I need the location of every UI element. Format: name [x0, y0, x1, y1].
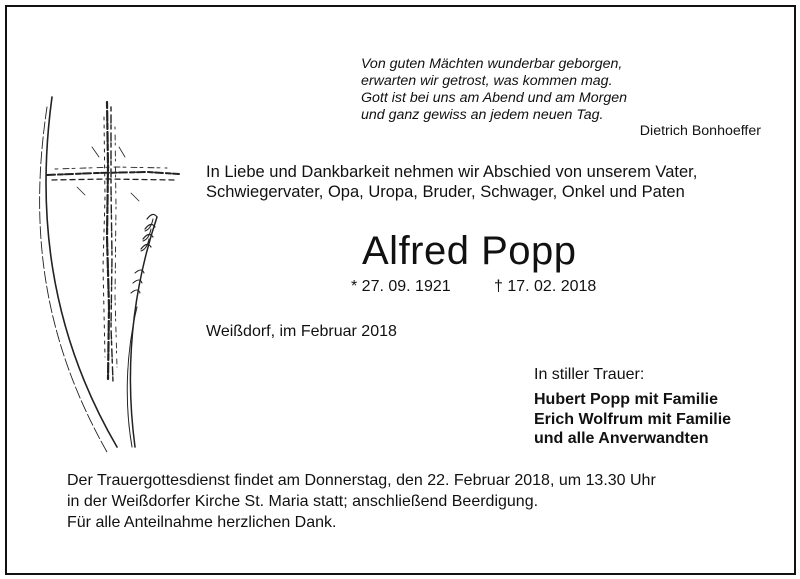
intro-line: Schwiegervater, Opa, Uropa, Bruder, Schwager, Onkel und Paten: [206, 183, 685, 201]
obituary-frame: [5, 5, 796, 575]
quote-line: und ganz gewiss an jedem neuen Tag.: [361, 107, 604, 123]
service-line: Der Trauergottesdienst findet am Donnerstag, den 22. Februar 2018, um 13.30 Uhr: [67, 472, 656, 489]
cross-with-wheat-icon: [7, 7, 207, 467]
farewell-intro: [206, 162, 697, 202]
mourner-entry: und alle Anverwandten: [534, 430, 709, 447]
quote-author: Dietrich Bonhoeffer: [639, 123, 761, 139]
bonhoeffer-quote: [361, 56, 761, 124]
funeral-service-info: [67, 470, 656, 533]
death-date: † 17. 02. 2018: [494, 278, 597, 295]
place-and-date: Weißdorf, im Februar 2018: [206, 323, 397, 340]
deceased-name: Alfred Popp: [362, 229, 577, 273]
mourners-list: [534, 390, 731, 449]
quote-line: Von guten Mächten wunderbar geborgen,: [361, 56, 623, 72]
mourning-label: In stiller Trauer:: [534, 366, 645, 383]
quote-line: Gott ist bei uns am Abend und am Morgen: [361, 90, 628, 106]
thanks-line: Für alle Anteilnahme herzlichen Dank.: [67, 514, 337, 531]
service-line: in der Weißdorfer Kirche St. Maria statt; anschließend Beerdigung.: [67, 493, 539, 510]
mourner-entry: Hubert Popp mit Familie: [534, 391, 719, 408]
quote-line: erwarten wir getrost, was kommen mag.: [361, 73, 613, 89]
mourner-entry: Erich Wolfrum mit Familie: [534, 410, 732, 428]
birth-date: * 27. 09. 1921: [351, 278, 451, 295]
intro-line: In Liebe und Dankbarkeit nehmen wir Abschied von unserem Vater,: [206, 163, 698, 181]
